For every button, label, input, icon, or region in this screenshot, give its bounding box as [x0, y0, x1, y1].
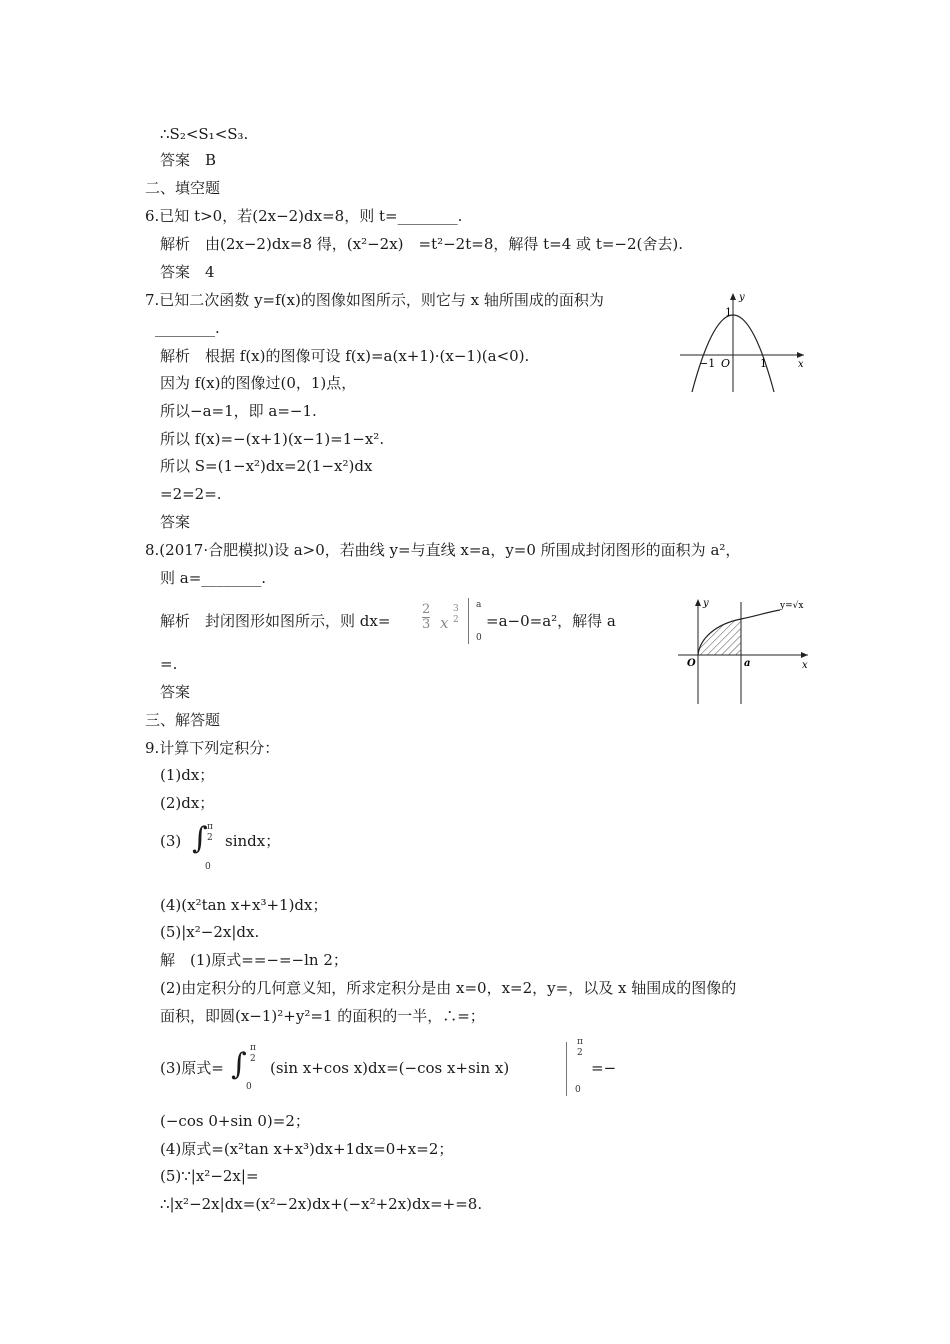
q7-blank: ________. [155, 319, 220, 337]
q8-eval-bar [468, 598, 469, 644]
s3-eval-upper-2: 2 [577, 1048, 583, 1058]
solution-1: 解 (1)原式==−=−ln 2； [160, 951, 348, 969]
solution-2: (2)由定积分的几何意义知，所求定积分是由 x=0，x=2，y=，以及 x 轴围成的图像的 [160, 979, 737, 997]
q9-part2: (2)dx； [160, 794, 215, 812]
q8-exp-den: 2 [453, 615, 459, 625]
q7-line2: 因为 f(x)的图像过(0，1)点， [160, 374, 357, 392]
q6-analysis: 解析 由(2x−2)dx=8 得，(x²−2x) =t²−2t=8，解得 t=4 或 t=−2(舍去). [160, 235, 683, 253]
q8-fraction [422, 603, 430, 632]
solution-5b: ∴|x²−2x|dx=(x²−2x)dx+(−x²+2x)dx=+=8. [160, 1195, 483, 1213]
q6-answer: 答案 4 [160, 263, 215, 281]
q8-frac-den: 3 [422, 617, 431, 632]
s3-lower: 0 [246, 1082, 252, 1092]
q7-line5: 所以 S=(1−x²)dx=2(1−x²)dx [160, 457, 373, 475]
q9-3-integral-sign: ∫ [192, 821, 208, 856]
fig2-x-label: x [802, 660, 808, 671]
q9-3-upper-pi: π [207, 822, 213, 832]
fig1-x-label: x [798, 359, 804, 370]
solution-3-body: (sin x+cos x)dx=(−cos x+sin x) [270, 1059, 510, 1077]
solution-3-cont: (−cos 0+sin 0)=2； [160, 1112, 310, 1130]
section-fill-blank: 二、填空题 [145, 179, 221, 197]
fig2-a-label: a [744, 658, 751, 669]
q7-line4: 所以 f(x)=−(x+1)(x−1)=1−x². [160, 430, 385, 448]
q9-part3-label: (3) [160, 832, 182, 850]
s3-integral-sign: ∫ [231, 1047, 247, 1082]
s3-eval-lower: 0 [575, 1085, 581, 1095]
question-9: 9.计算下列定积分： [145, 739, 280, 757]
q8-analysis-b: =a−0=a²，解得 a [486, 612, 616, 630]
fig1-one-top: 1 [725, 306, 732, 319]
s3-eval-upper-pi: π [577, 1037, 583, 1047]
q8-lim-lower: 0 [476, 633, 482, 643]
solution-5: (5)∵|x²−2x|= [160, 1167, 259, 1185]
q8-exp-num: 3 [453, 604, 459, 614]
s3-upper-pi: π [250, 1043, 256, 1053]
fig1-origin: O [721, 357, 731, 370]
s3-eval-bar [566, 1042, 567, 1096]
q9-3-upper-2: 2 [207, 833, 213, 843]
q9-part5: (5)|x²−2x|dx. [160, 923, 260, 941]
solution-2b: 面积，即圆(x−1)²+y²=1 的面积的一半，∴=； [160, 1007, 485, 1025]
fig1-one-right: 1 [760, 357, 767, 370]
parabola-figure [676, 288, 808, 394]
q8-frac-num: 2 [422, 602, 431, 617]
conclusion-line: ∴S₂<S₁<S₃. [160, 125, 249, 143]
fig1-neg-one: −1 [699, 357, 716, 370]
q8-analysis-a: 解析 封闭图形如图所示，则 dx= [160, 612, 391, 630]
fig2-curve-label: y=√x [780, 601, 804, 611]
solution-3-tail: =− [591, 1059, 617, 1077]
question-6: 6.已知 t>0，若(2x−2)dx=8，则 t=________. [145, 207, 463, 225]
q8-x: x [440, 614, 449, 632]
q9-part4: (4)(x²tan x+x³+1)dx； [160, 896, 328, 914]
fig2-origin: O [687, 658, 696, 669]
q8-line4: =. [160, 655, 178, 673]
solution-4: (4)原式=(x²tan x+x³)dx+1dx=0+x=2； [160, 1140, 454, 1158]
fig1-y-label: y [739, 292, 745, 303]
solution-3-label: (3)原式= [160, 1059, 224, 1077]
s3-upper-2: 2 [250, 1054, 256, 1064]
q7-analysis: 解析 根据 f(x)的图像可设 f(x)=a(x+1)·(x−1)(a<0). [160, 347, 530, 365]
sqrt-area-figure [676, 594, 812, 706]
q8-line2: 则 a=________. [160, 569, 267, 587]
q7-line3: 所以−a=1，即 a=−1. [160, 402, 317, 420]
q9-part1: (1)dx； [160, 766, 215, 784]
q8-lim-upper: a [476, 600, 482, 610]
question-8: 8.(2017·合肥模拟)设 a>0，若曲线 y=与直线 x=a，y=0 所围成封闭图形的面积为 a²， [145, 541, 741, 559]
q7-line6: =2=2=. [160, 485, 222, 503]
q7-answer: 答案 [160, 513, 191, 531]
q9-part3-body: sindx； [225, 832, 281, 850]
answer-5: 答案 B [160, 151, 217, 169]
question-7: 7.已知二次函数 y=f(x)的图像如图所示，则它与 x 轴所围成的面积为 [145, 291, 604, 309]
q9-3-lower: 0 [205, 862, 211, 872]
section-solve: 三、解答题 [145, 711, 221, 729]
fig2-y-label: y [703, 598, 709, 609]
q8-answer: 答案 [160, 683, 191, 701]
